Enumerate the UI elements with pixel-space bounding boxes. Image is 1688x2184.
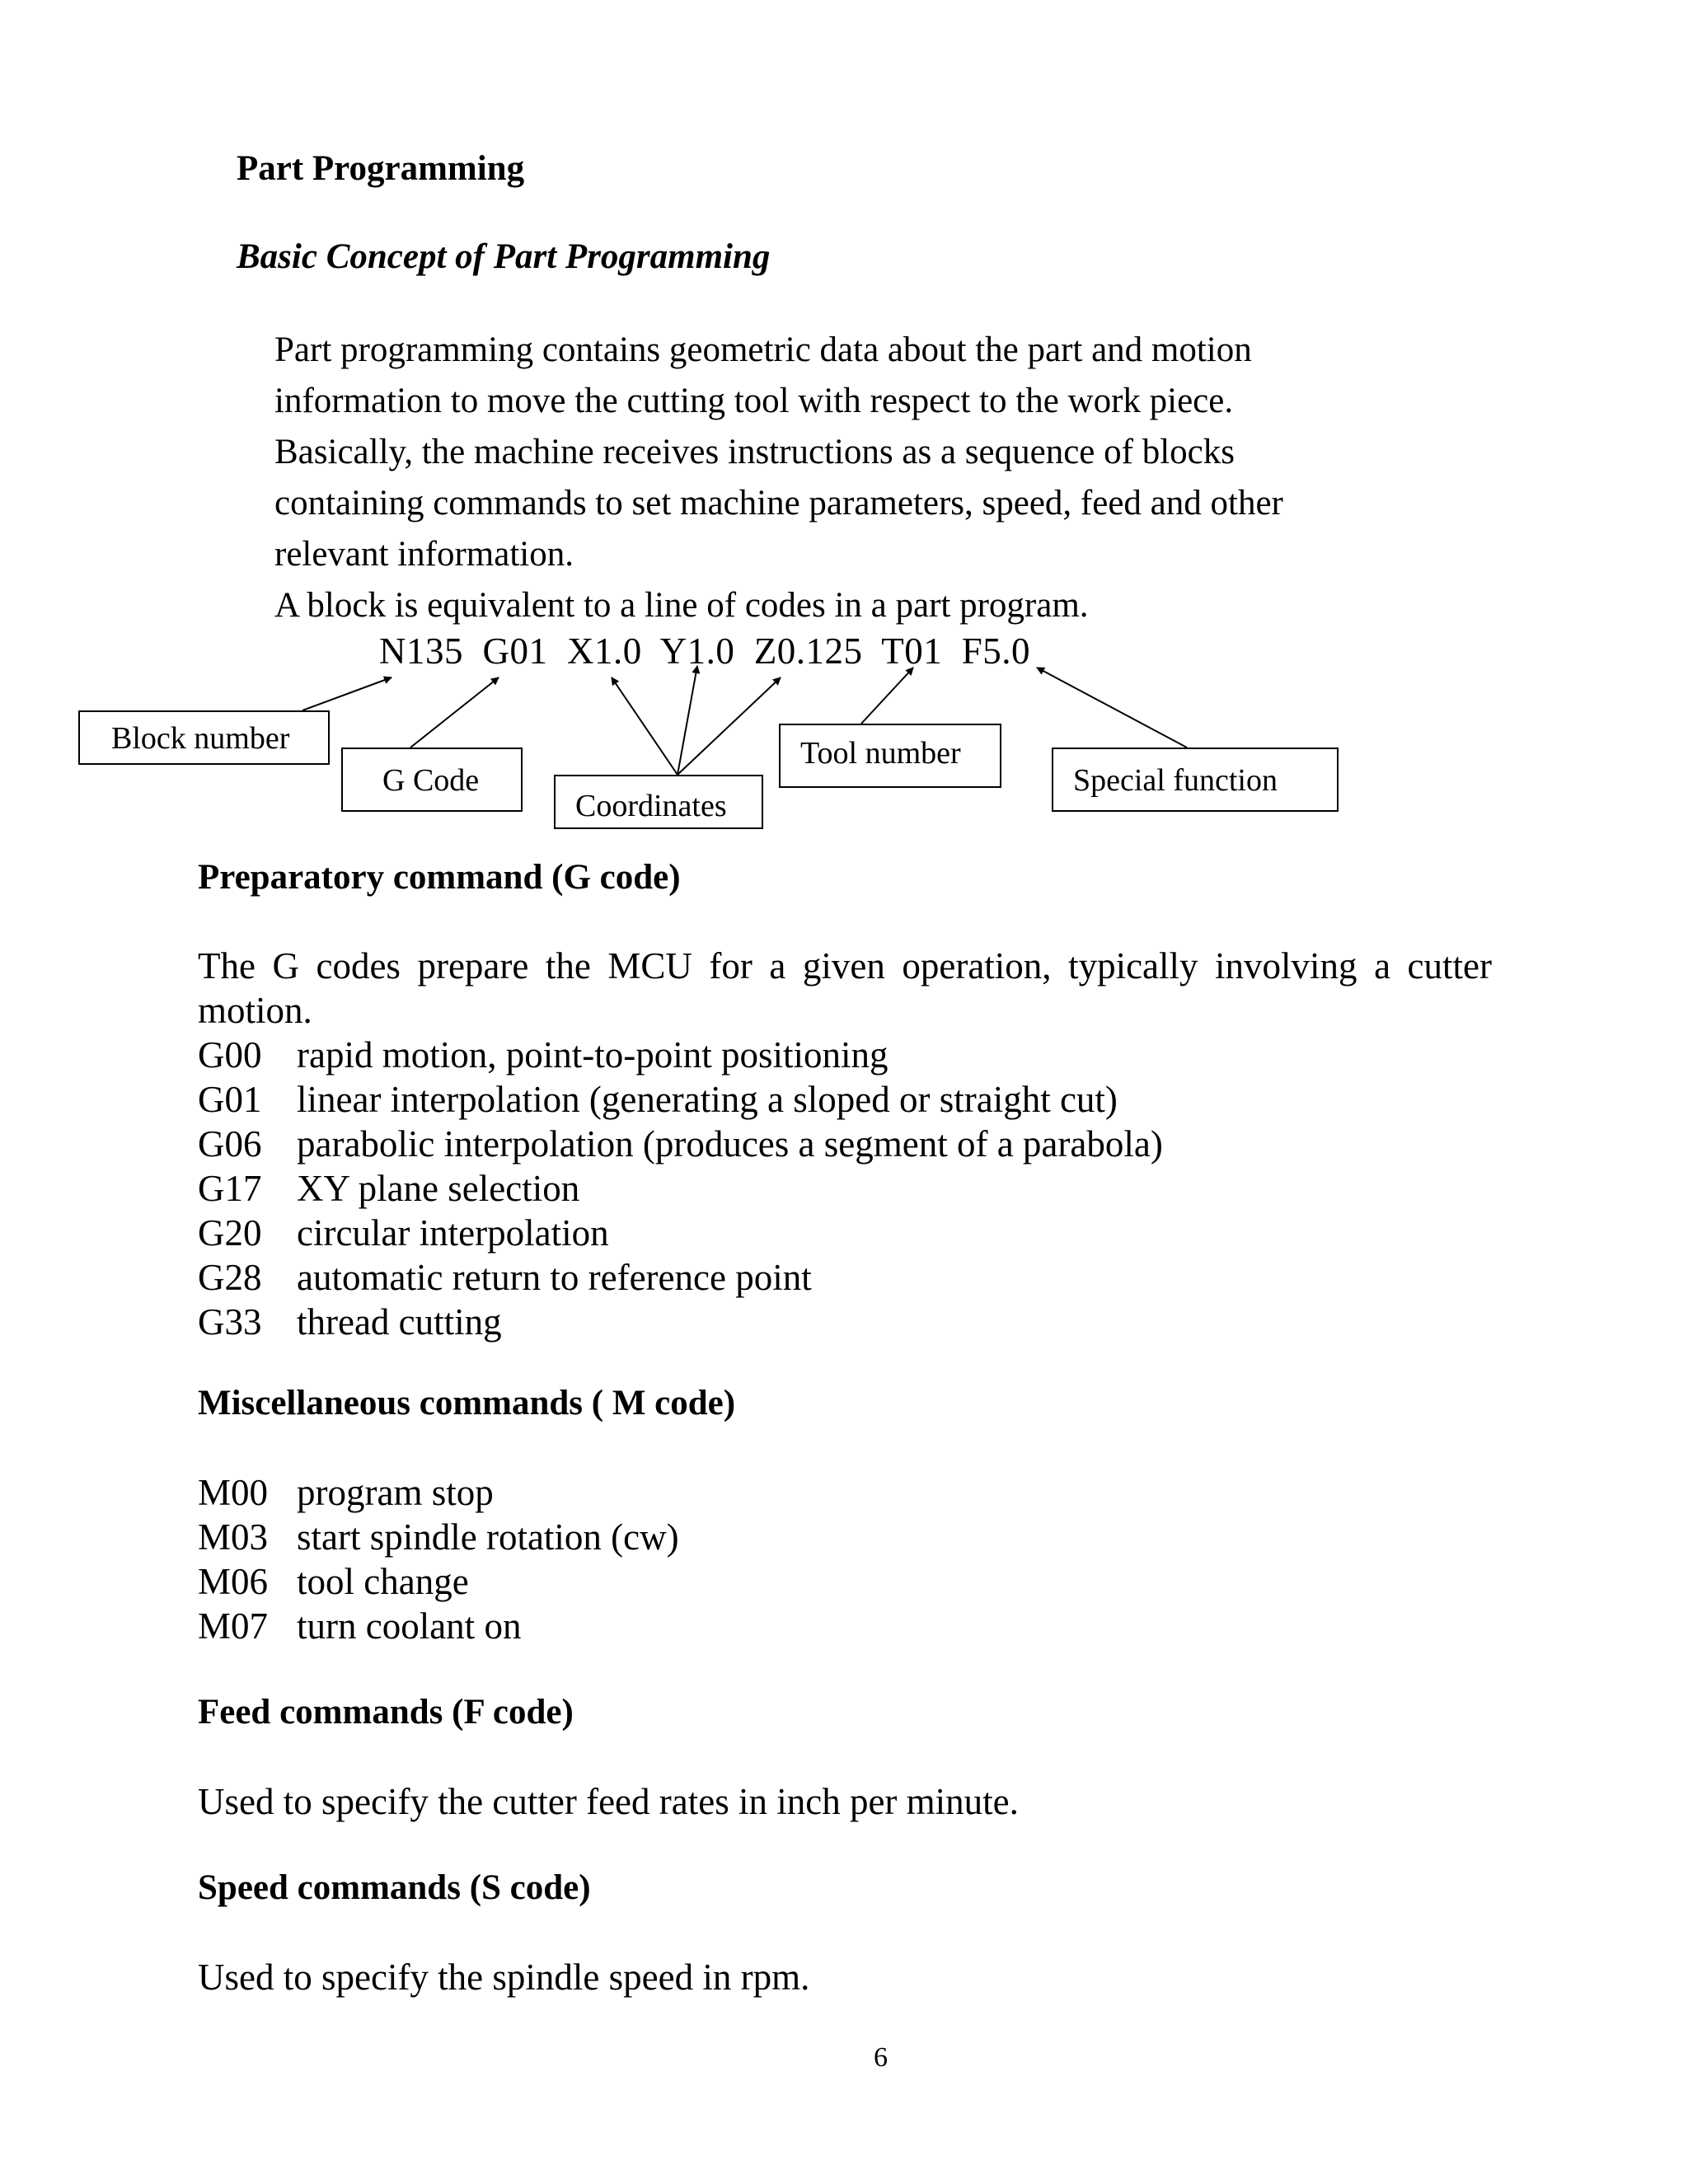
coordinates-label	[554, 775, 763, 829]
block-number-text: Block number	[111, 721, 290, 756]
m-code-item	[198, 1604, 679, 1648]
code-description: tool change	[297, 1561, 469, 1602]
intro-line: Part programming contains geometric data about the part and motion	[274, 330, 1252, 369]
intro-line: A block is equivalent to a line of codes in a part program.	[274, 586, 1089, 625]
arrow-g-code	[410, 677, 499, 748]
intro-line: Basically, the machine receives instructions as a sequence of blocks	[274, 433, 1235, 471]
g-code-item	[198, 1166, 1163, 1211]
code-description: thread cutting	[297, 1301, 502, 1343]
g-code-item	[198, 1122, 1163, 1166]
code-description: program stop	[297, 1472, 494, 1513]
arrow-coord-x	[612, 677, 678, 775]
g-code-item	[198, 1255, 1163, 1300]
special-function-label	[1052, 748, 1339, 812]
intro-line: containing commands to set machine parameters, speed, feed and other	[274, 484, 1283, 523]
code-description: XY plane selection	[297, 1168, 580, 1209]
coordinates-text: Coordinates	[575, 789, 727, 823]
code-description: automatic return to reference point	[297, 1257, 812, 1298]
code-description: turn coolant on	[297, 1605, 522, 1647]
g-code-label	[341, 748, 523, 812]
code-description: start spindle rotation (cw)	[297, 1516, 679, 1558]
code-id: G33	[198, 1301, 262, 1343]
f-code-text: Used to specify the cutter feed rates in inch per minute.	[198, 1781, 1019, 1822]
code-description: circular interpolation	[297, 1212, 609, 1254]
g-code-item	[198, 1033, 1163, 1077]
page-number: 6	[874, 2042, 888, 2073]
g-code-item	[198, 1077, 1163, 1122]
s-code-heading: Speed commands (S code)	[198, 1868, 591, 1907]
code-id: M07	[198, 1605, 269, 1647]
code-id: G20	[198, 1212, 262, 1254]
arrow-tool-number	[861, 668, 913, 724]
code-id: G01	[198, 1079, 262, 1120]
g-code-item	[198, 1300, 1163, 1344]
code-id: G00	[198, 1034, 262, 1076]
section-subtitle: Basic Concept of Part Programming	[237, 237, 771, 276]
arrow-special-function	[1037, 668, 1187, 748]
code-id: M06	[198, 1561, 269, 1602]
tool-number-text: Tool number	[800, 736, 961, 771]
m-code-item	[198, 1515, 679, 1559]
code-description: rapid motion, point-to-point positioning	[297, 1034, 889, 1076]
code-id: G06	[198, 1123, 262, 1165]
special-function-text: Special function	[1073, 763, 1278, 798]
g-code-list	[198, 1033, 1163, 1344]
page-title: Part Programming	[237, 149, 525, 188]
m-code-list	[198, 1470, 679, 1648]
block-example: N135 G01 X1.0 Y1.0 Z0.125 T01 F5.0	[379, 630, 1031, 672]
g-code-description-line2: motion.	[198, 990, 312, 1031]
g-code-text: G Code	[382, 763, 480, 798]
code-description: parabolic interpolation (produces a segment of a parabola)	[297, 1123, 1163, 1165]
f-code-heading: Feed commands (F code)	[198, 1693, 574, 1732]
m-code-item	[198, 1470, 679, 1515]
s-code-text: Used to specify the spindle speed in rpm.	[198, 1957, 810, 1998]
code-id: M00	[198, 1472, 269, 1513]
code-id: G28	[198, 1257, 262, 1298]
m-code-heading: Miscellaneous commands ( M code)	[198, 1384, 736, 1422]
arrow-block-number	[302, 677, 392, 710]
block-number-label	[78, 710, 330, 765]
code-id: G17	[198, 1168, 262, 1209]
g-code-item	[198, 1211, 1163, 1255]
code-description: linear interpolation (generating a sloped or straight cut)	[297, 1079, 1118, 1120]
g-code-description-line1: The G codes prepare the MCU for a given operation, typically involving a cutter	[198, 945, 1492, 987]
g-code-heading: Preparatory command (G code)	[198, 858, 681, 897]
intro-line: information to move the cutting tool with respect to the work piece.	[274, 382, 1234, 420]
tool-number-label	[779, 724, 1001, 788]
m-code-item	[198, 1559, 679, 1604]
intro-line: relevant information.	[274, 535, 574, 574]
code-id: M03	[198, 1516, 269, 1558]
